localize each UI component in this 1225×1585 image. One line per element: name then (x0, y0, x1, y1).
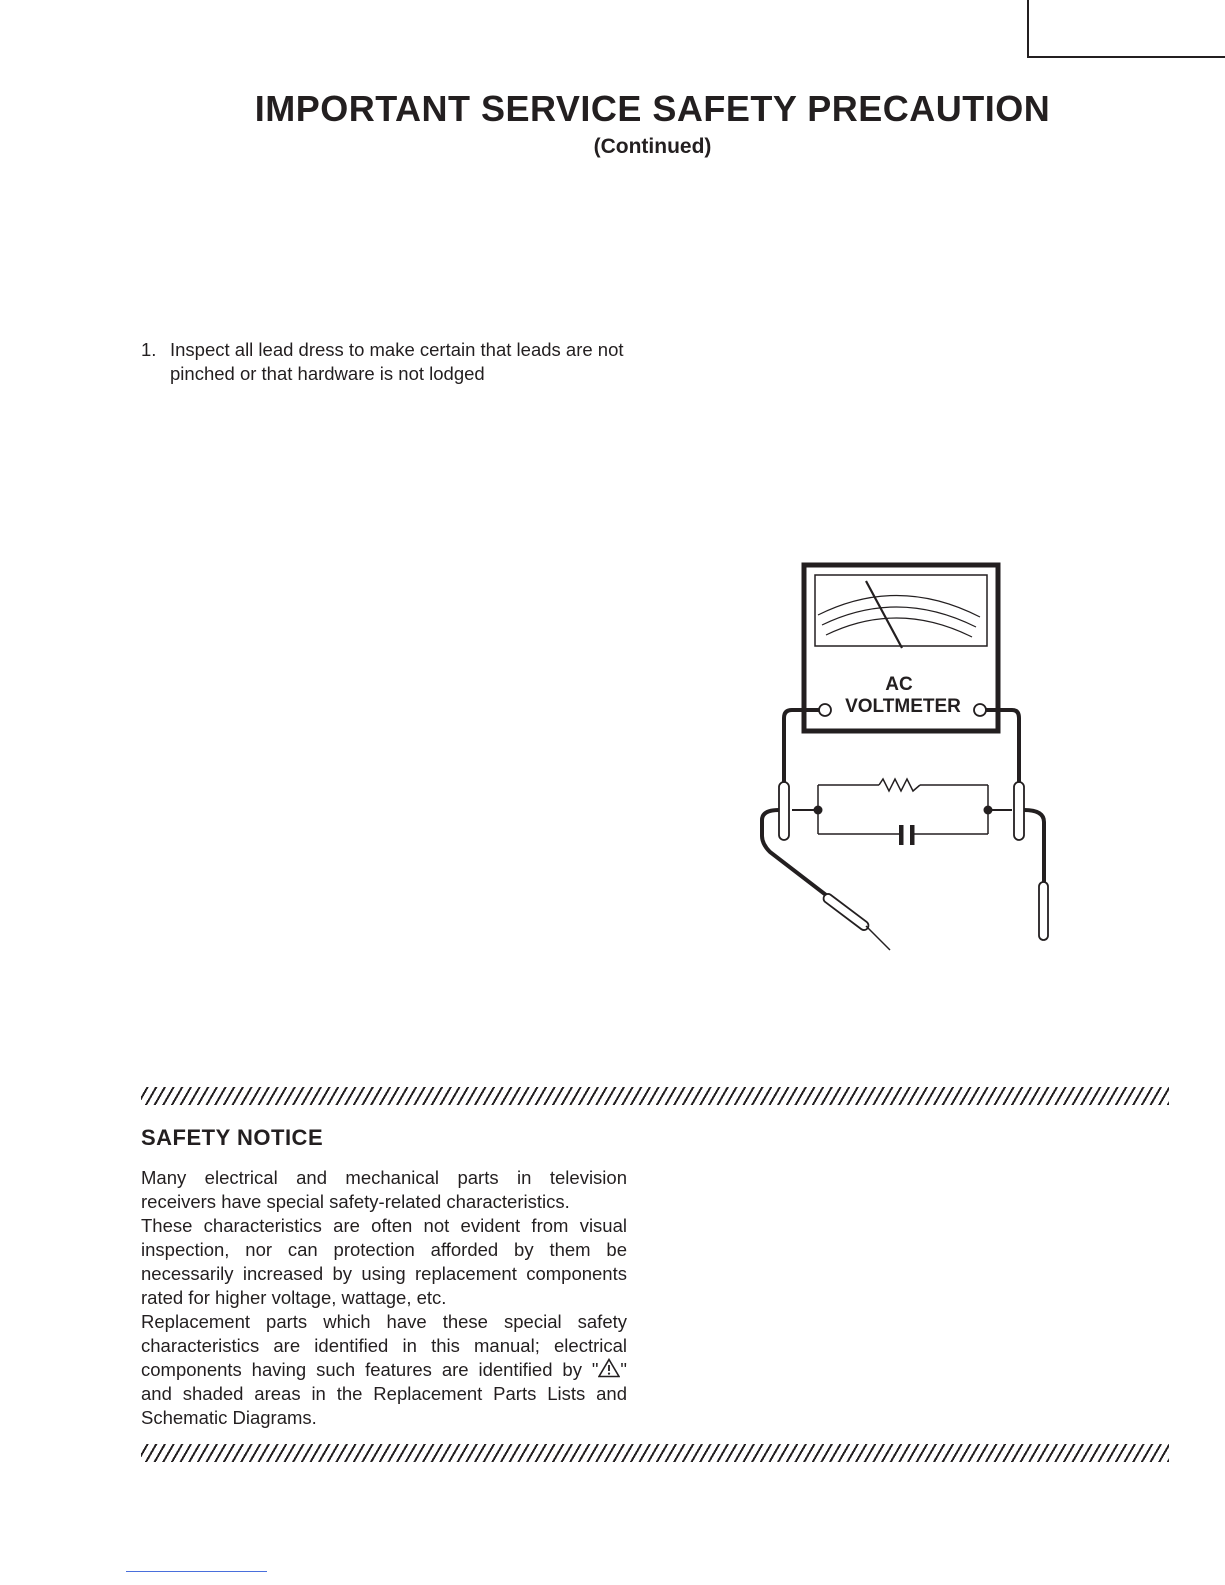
probe-lead-right (1024, 810, 1044, 882)
safety-notice-body (141, 1166, 627, 1430)
hatched-divider-top (141, 1087, 1169, 1105)
network-node-right (984, 806, 993, 815)
probe-left (822, 892, 871, 932)
corner-page-box (1027, 0, 1225, 58)
page-title: IMPORTANT SERVICE SAFETY PRECAUTION (254, 88, 1051, 129)
safety-notice-paragraph-2: These characteristics are often not evident from visual inspection, nor can protection afforded by them be necessarily increased by using replacement components rated for higher voltage, wattage, etc. (141, 1215, 627, 1308)
page-subtitle: (Continued) (593, 135, 712, 158)
probe-right (1039, 882, 1048, 940)
capacitor-plate-left (899, 825, 904, 845)
safety-notice-paragraph-3-end: " and shaded areas in the Replacement Parts Lists and Schematic Diagrams. (141, 1359, 627, 1428)
capacitor-plate-right (910, 825, 915, 845)
network-node-left (814, 806, 823, 815)
meter-label-ac: AC (885, 674, 913, 695)
safety-notice-paragraph-1: Many electrical and mechanical parts in television receivers have special safety-related characteristics. (141, 1167, 627, 1212)
ac-voltmeter-diagram (758, 560, 1058, 960)
safety-notice-paragraph-3 (141, 1310, 627, 1430)
meter-dial-window (815, 575, 987, 646)
warning-triangle-icon (598, 1358, 620, 1378)
meter-label-voltmeter: VOLTMETER (845, 696, 961, 717)
hatched-divider-bottom (141, 1444, 1169, 1462)
clip-right (1014, 782, 1024, 840)
clip-left (779, 782, 789, 840)
safety-notice-paragraph-3-start: Replacement parts which have these special safety characteristics are identified in this manual; electrical components having such features are identified by " (141, 1311, 627, 1380)
probe-tip-left (866, 926, 890, 950)
probe-lead-left (762, 810, 826, 895)
meter-terminal-right (974, 704, 986, 716)
list-item-text: Inspect all lead dress to make certain that leads are not pinched or that hardware is not lodged (170, 339, 624, 384)
safety-notice-title: SAFETY NOTICE (141, 1125, 324, 1150)
resistor-symbol (879, 779, 920, 791)
footer-link-underline (126, 1571, 267, 1572)
list-item-number: 1. (141, 339, 157, 360)
meter-terminal-left (819, 704, 831, 716)
